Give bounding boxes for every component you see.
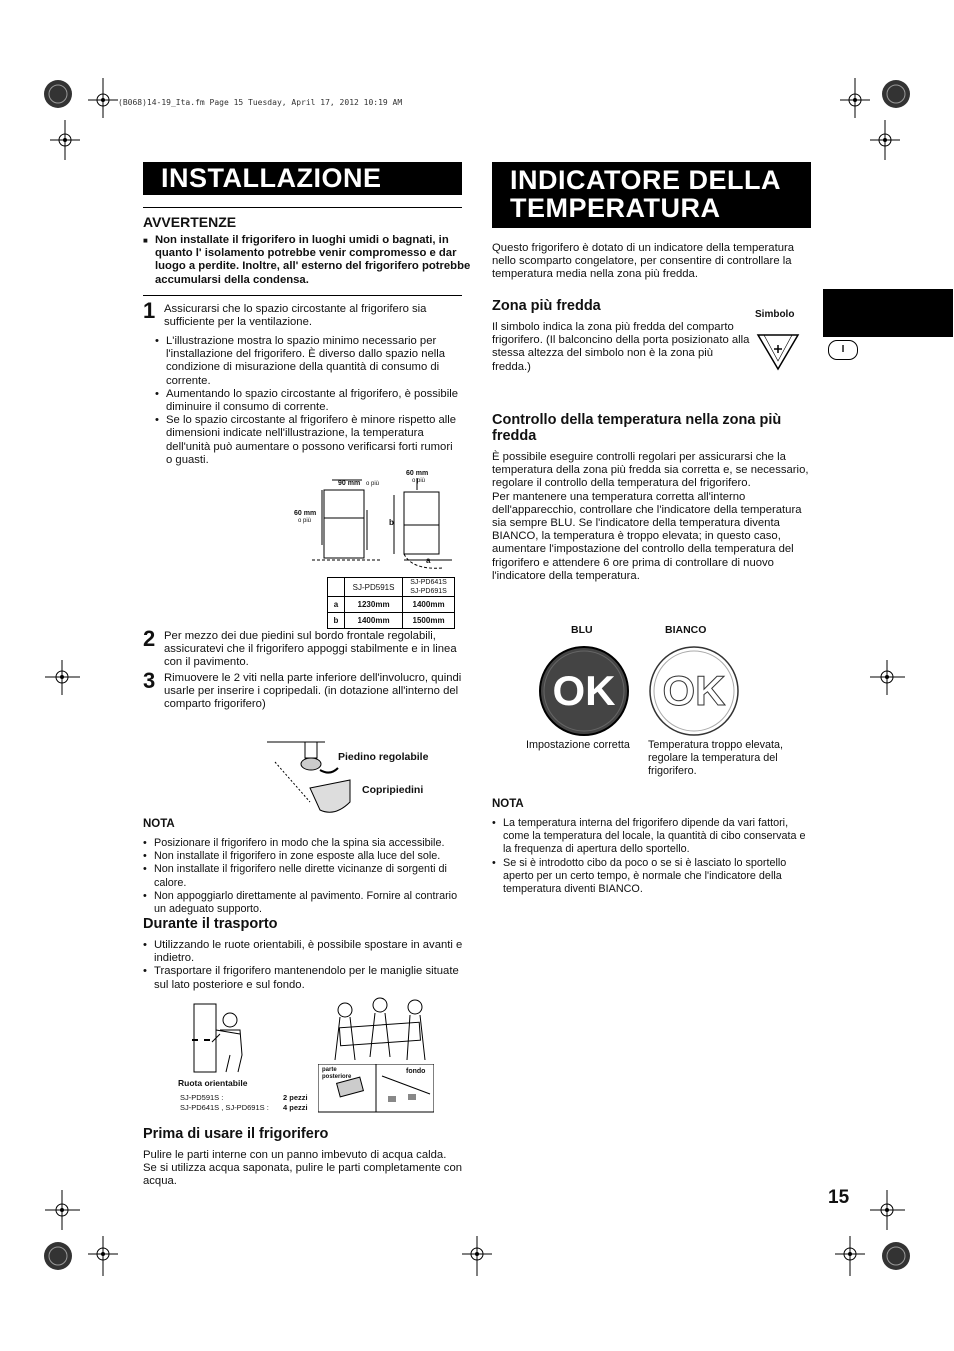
step1-text: Assicurarsi che lo spazio circostante al frigorifero sia sufficiente per la ventilazione. — [164, 303, 427, 329]
blu-caption: Impostazione corretta — [526, 739, 630, 751]
crosshair-icon — [870, 120, 900, 160]
registration-mark-icon — [878, 78, 918, 118]
right-space: 60 mm — [406, 470, 429, 477]
indicatore-title: INDICATORE DELLA TEMPERATURA — [492, 162, 811, 228]
ok-text: OK — [552, 667, 616, 714]
person-moving-fridge-illustration — [190, 1000, 260, 1075]
section-tab — [823, 289, 953, 337]
before-use-text: Pulire le parti interne con un panno imbevuto di acqua calda. Se si utilizza acqua saponata, pulire le parti completamente con acqua. — [143, 1149, 463, 1188]
crosshair-icon — [840, 78, 870, 118]
list-item: • L'illustrazione mostra lo spazio minimo necessario per l'installazione del frigorifero. È diverso dallo spazio nella condizione di misurazione della quantità di consumo di corrente. — [155, 335, 462, 388]
bianco-caption: Temperatura troppo elevata, regolare la temperatura del frigorifero. — [648, 739, 784, 778]
language-badge: I — [828, 340, 858, 360]
crosshair-icon — [88, 78, 118, 118]
cold-zone-text: Il simbolo indica la zona più fredda del comparto frigorifero. (Il balconcino della porta posizionato alla stessa altezza del simbolo non è la zona più fredda.) — [492, 321, 750, 373]
top-space-sub: o più — [366, 481, 380, 487]
top-space: 90 mm — [338, 480, 361, 487]
parte-label: parte posteriore — [322, 1067, 352, 1080]
label-a: a — [426, 556, 431, 565]
blu-label: BLU — [571, 624, 593, 636]
side-space: 60 mm — [294, 510, 317, 517]
table-cell: SJ-PD591S — [345, 578, 403, 597]
nota-list — [143, 837, 463, 916]
fondo-label: fondo — [406, 1068, 426, 1075]
step3-text: Rimuovere le 2 viti nella parte inferiore dell'involucro, quindi usarle per inserire i copripedali. (in dotazione all'interno del comparto frigorifero) — [164, 672, 462, 711]
step2-text: Per mezzo dei due piedini sul bordo frontale regolabili, assicuratevi che il frigorifero appoggi stabilmente e in linea con il pavimento. — [164, 630, 457, 669]
crosshair-icon — [50, 120, 80, 160]
divider — [143, 295, 462, 296]
nota-heading: NOTA — [143, 818, 175, 830]
foot-cover-illustration — [265, 722, 365, 822]
label-b: b — [389, 518, 394, 527]
ok-text: OK — [662, 667, 726, 714]
table-cell: 1400mm — [345, 613, 403, 629]
warning-text: ■ Non installate il frigorifero in luoghi umidi o bagnati, in quanto l' isolamento potrebbe venir compromesso e dar luogo a perdite. Inoltre, all' esterno del frigorifero potrebbe accumularsi della condensa. — [143, 234, 473, 287]
registration-mark-icon — [878, 1236, 918, 1276]
right-space-sub: o più — [412, 478, 426, 484]
table-cell: a — [328, 597, 345, 613]
list-item: • La temperatura interna del frigorifero dipende da vari fattori, come la temperatura del locale, la quantità di cibo conservata e la frequenza di apertura dello sportello. — [492, 817, 812, 857]
step-number: 3 — [143, 668, 156, 693]
nota-list — [492, 817, 812, 896]
crosshair-icon — [870, 1190, 905, 1230]
nota-heading: NOTA — [492, 798, 524, 810]
crosshair-icon — [870, 660, 905, 695]
crosshair-icon — [462, 1236, 492, 1276]
cold-zone-heading: Zona più fredda — [492, 298, 601, 314]
divider — [143, 207, 462, 208]
list-item: • Se lo spazio circostante al frigorifero è minore rispetto alle dimensioni indicate nell'illustrazione, la temperatura dell'unità può aumentare o possono verificarsi forti rumori o guasti. — [155, 414, 462, 467]
list-item: • Non installate il frigorifero nelle dirette vicinanze di sorgenti di calore. — [143, 863, 463, 889]
step1-bullets — [155, 335, 462, 467]
table-cell: 1500mm — [403, 613, 455, 629]
table-row — [328, 597, 455, 613]
crosshair-icon — [45, 660, 80, 695]
table-cell: 1230mm — [345, 597, 403, 613]
side-space-sub: o più — [298, 518, 312, 524]
list-item: • Posizionare il frigorifero in modo che la spina sia accessibile. — [143, 837, 463, 850]
table-cell: 1400mm — [403, 597, 455, 613]
list-item: • Non installate il frigorifero in zone esposte alla luce del sole. — [143, 850, 463, 863]
before-use-heading: Prima di usare il frigorifero — [143, 1126, 329, 1142]
crosshair-icon — [88, 1236, 118, 1276]
control-text: È possibile eseguire controlli regolari per assicurarsi che la temperatura della zona più fredda sia corretta e, se necessario, regolare il controllo della temperatura del frigorifero. Per mantenere una temperatura corretta all'interno dell'apparecchio, controllare che l'indicatore della temperatura sia sempre BLU. Se l'indicatore della temperatura diventa BIANCO, la temperatura è troppo elevata; in questo caso, aumentare l'impostazione del controllo della temperatura del frigorifero e attendere 6 ore prima di controllare di nuovo l'indicatore della temperatura. — [492, 451, 809, 582]
file-header: (B068)14-19_Ita.fm Page 15 Tuesday, April 17, 2012 10:19 AM — [118, 98, 403, 107]
step-number: 1 — [143, 298, 156, 323]
wheel-models: SJ-PD591S : SJ-PD641S , SJ-PD691S : — [180, 1093, 269, 1112]
installazione-title: INSTALLAZIONE — [143, 162, 462, 195]
list-item: • Non appoggiarlo direttamente al pavimento. Fornire al contrario un adeguato supporto. — [143, 890, 463, 916]
intro-text: Questo frigorifero è dotato di un indicatore della temperatura nello scomparto congelatore, per consentire di controllare la temperatura media nella zona più fredda. — [492, 242, 795, 281]
registration-mark-icon — [40, 1236, 80, 1276]
table-cell — [328, 578, 345, 597]
list-item: • Se si è introdotto cibo da poco o se si è lasciato lo sportello aperto per un certo tempo, è normale che l'indicatore della temperatura diventi BIANCO. — [492, 857, 812, 897]
table-cell: SJ-PD641S SJ-PD691S — [403, 578, 455, 597]
symbol-label: Simbolo — [755, 309, 795, 320]
bianco-label: BIANCO — [665, 624, 707, 636]
crosshair-icon — [835, 1236, 865, 1276]
transport-list — [143, 939, 463, 992]
foot-label-adjustable: Piedino regolabile — [338, 751, 429, 763]
list-item: • Trasportare il frigorifero mantenendolo per le maniglie situate sul lato posteriore e sul fondo. — [143, 965, 463, 991]
dimension-table — [327, 577, 455, 629]
registration-mark-icon — [40, 78, 95, 118]
control-heading: Controllo della temperatura nella zona più fredda — [492, 412, 782, 444]
table-row — [328, 613, 455, 629]
transport-heading: Durante il trasporto — [143, 916, 278, 932]
crosshair-icon — [45, 1190, 80, 1230]
warning-heading: AVVERTENZE — [143, 214, 237, 230]
list-item: • Utilizzando le ruote orientabili, è possibile spostare in avanti e indietro. — [143, 939, 463, 965]
wheel-label: Ruota orientabile — [178, 1078, 248, 1088]
step-number: 2 — [143, 626, 156, 651]
wheel-counts: 2 pezzi 4 pezzi — [283, 1093, 308, 1112]
page-number: 15 — [828, 1187, 850, 1208]
coldest-zone-symbol-icon — [756, 333, 800, 373]
foot-label-cover: Copripiedini — [362, 784, 424, 796]
table-cell: b — [328, 613, 345, 629]
list-item: • Aumentando lo spazio circostante al frigorifero, è possibile diminuire il consumo di corrente. — [155, 388, 462, 414]
people-carrying-fridge-illustration — [315, 995, 435, 1065]
